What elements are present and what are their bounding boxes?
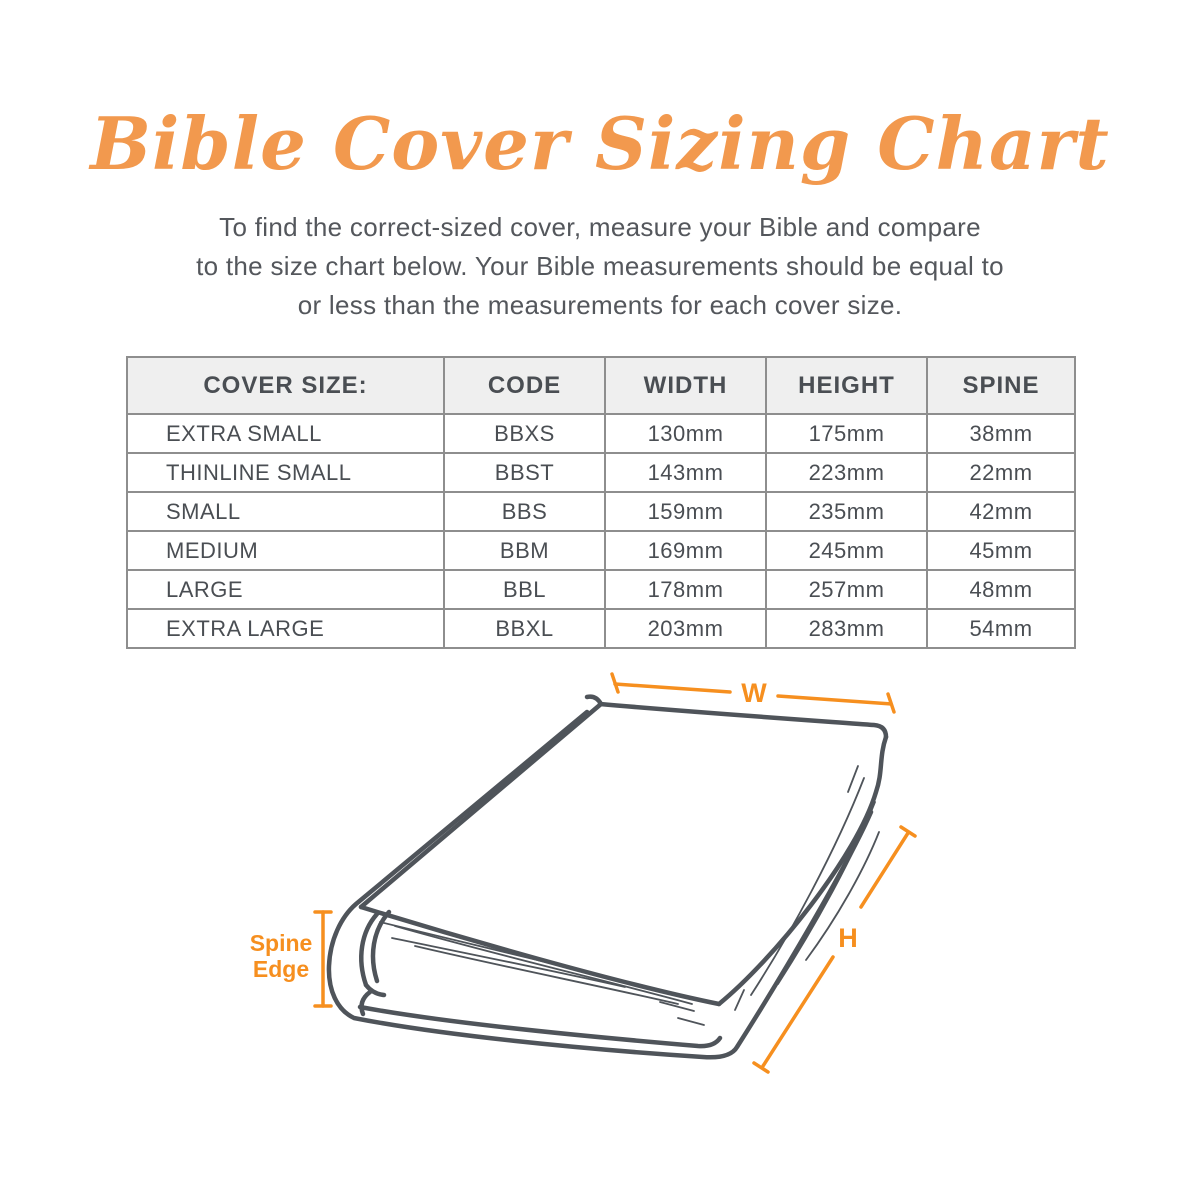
cell-width: 169mm: [605, 531, 766, 570]
cell-spine: 45mm: [927, 531, 1075, 570]
width-label: W: [741, 678, 767, 708]
cell-spine: 48mm: [927, 570, 1075, 609]
table-row: [127, 414, 1075, 453]
spine-edge-label: Spine: [249, 930, 313, 956]
cell-spine: 38mm: [927, 414, 1075, 453]
cell-code: BBL: [444, 570, 605, 609]
width-dimension-line: [612, 674, 894, 712]
cell-width: 130mm: [605, 414, 766, 453]
spine-edge-label: Edge: [252, 956, 310, 982]
description-line: To find the correct-sized cover, measure your Bible and compare: [219, 212, 981, 242]
cell-size: EXTRA SMALL: [127, 414, 444, 453]
cell-height: 223mm: [766, 453, 927, 492]
description-line: or less than the measurements for each cover size.: [297, 290, 903, 320]
description-line: to the size chart below. Your Bible measurements should be equal to: [196, 251, 1004, 281]
table-row: [127, 570, 1075, 609]
table-row: [127, 531, 1075, 570]
cell-code: BBXL: [444, 609, 605, 648]
cell-size: SMALL: [127, 492, 444, 531]
column-header-width: WIDTH: [605, 357, 766, 414]
page-hatch-lines: [380, 766, 879, 1025]
cell-code: BBXS: [444, 414, 605, 453]
table-row: [127, 609, 1075, 648]
page-title: Bible Cover Sizing Chart: [90, 101, 1110, 186]
spine-dimension-line: [250, 912, 331, 1006]
column-header-cover-size: COVER SIZE:: [127, 357, 444, 414]
cell-height: 257mm: [766, 570, 927, 609]
height-label: H: [838, 923, 858, 953]
cell-height: 175mm: [766, 414, 927, 453]
cell-width: 143mm: [605, 453, 766, 492]
cell-width: 203mm: [605, 609, 766, 648]
cell-size: MEDIUM: [127, 531, 444, 570]
bible-book-illustration: [230, 660, 960, 1120]
cell-code: BBST: [444, 453, 605, 492]
header-row: [127, 357, 1075, 414]
cell-size: EXTRA LARGE: [127, 609, 444, 648]
size-chart-table: [126, 356, 1076, 649]
column-header-height: HEIGHT: [766, 357, 927, 414]
description: [0, 208, 1200, 325]
cell-size: LARGE: [127, 570, 444, 609]
cell-spine: 22mm: [927, 453, 1075, 492]
cell-width: 159mm: [605, 492, 766, 531]
column-header-spine: SPINE: [927, 357, 1075, 414]
cell-height: 235mm: [766, 492, 927, 531]
book-measurement-diagram: [230, 660, 960, 1120]
cell-spine: 42mm: [927, 492, 1075, 531]
cell-code: BBM: [444, 531, 605, 570]
table-row: [127, 492, 1075, 531]
cell-height: 245mm: [766, 531, 927, 570]
cell-height: 283mm: [766, 609, 927, 648]
cell-width: 178mm: [605, 570, 766, 609]
cell-code: BBS: [444, 492, 605, 531]
table-row: [127, 453, 1075, 492]
column-header-code: CODE: [444, 357, 605, 414]
cell-spine: 54mm: [927, 609, 1075, 648]
cell-size: THINLINE SMALL: [127, 453, 444, 492]
